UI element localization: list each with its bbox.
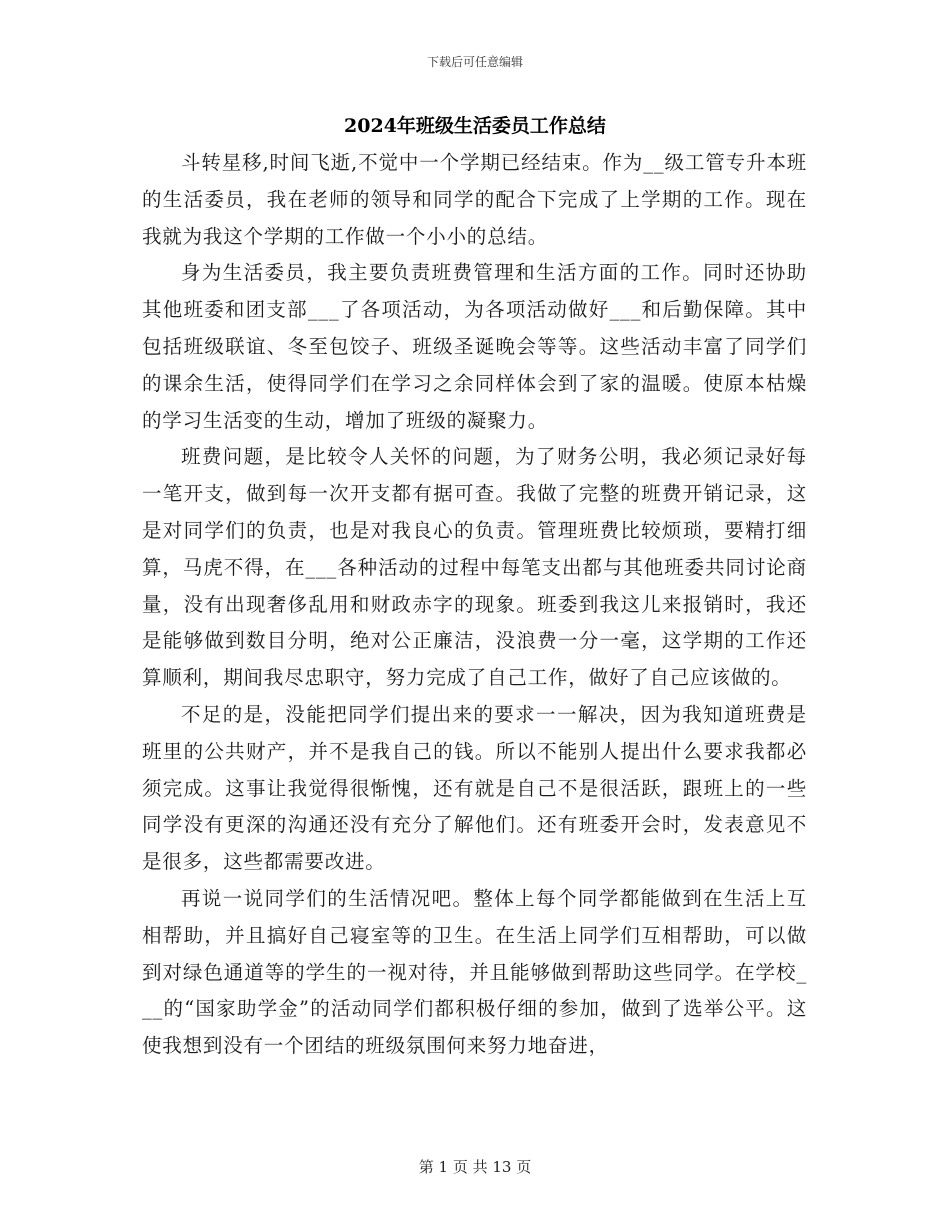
document-body bbox=[142, 145, 807, 1065]
paragraph-responsibilities: 身为生活委员，我主要负责班费管理和生活方面的工作。同时还协助其他班委和团支部___了各项活动，为各项活动做好___和后勤保障。其中包括班级联谊、冬至包饺子、班级圣诞晚会等等。这些活动丰富了同学们的课余生活，使得同学们在学习之余同样体会到了家的温暖。使原本枯燥的学习生活变的生动，增加了班级的凝聚力。 bbox=[142, 261, 807, 432]
paragraph-student-life: 再说一说同学们的生活情况吧。整体上每个同学都能做到在生活上互相帮助，并且搞好自己寝室等的卫生。在生活上同学们互相帮助，可以做到对绿色通道等的学生的一视对待，并且能够做到帮助这些同学。在学校___的“国家助学金”的活动同学们都积极仔细的参加，做到了选举公平。这使我想到没有一个团结的班级氛围何来努力地奋进， bbox=[142, 886, 807, 1058]
paragraph-class-funds: 班费问题，是比较令人关怀的问题，为了财务公明，我必须记录好每一笔开支，做到每一次开支都有据可查。我做了完整的班费开销记录，这是对同学们的负责，也是对我良心的负责。管理班费比较烦琐，要精打细算，马虎不得，在___各种活动的过程中每笔支出都与其他班委共同讨论商量，没有出现奢侈乱用和财政赤字的现象。班委到我这儿来报销时，我还是能够做到数目分明，绝对公正廉洁，没浪费一分一毫，这学期的工作还算顺利，期间我尽忠职守，努力完成了自己工作，做好了自己应该做的。 bbox=[142, 445, 807, 690]
document-title: 2024年班级生活委员工作总结 bbox=[344, 115, 606, 137]
paragraph-shortcomings: 不足的是，没能把同学们提出来的要求一一解决，因为我知道班费是班里的公共财产，并不是我自己的钱。所以不能别人提出什么要求我都必须完成。这事让我觉得很惭愧，还有就是自己不是很活跃，跟班上的一些同学没有更深的沟通还没有充分了解他们。还有班委开会时，发表意见不是很多，这些都需要改进。 bbox=[142, 702, 807, 874]
page-footer-number: 第 1 页 共 13 页 bbox=[418, 1158, 532, 1176]
paragraph-intro: 斗转星移,时间飞逝,不觉中一个学期已经结束。作为__级工管专升本班的生活委员，我在老师的领导和同学的配合下完成了上学期的工作。现在我就为我这个学期的工作做一个小小的总结。 bbox=[142, 151, 807, 248]
page-header-note: 下载后可任意编辑 bbox=[426, 55, 523, 69]
